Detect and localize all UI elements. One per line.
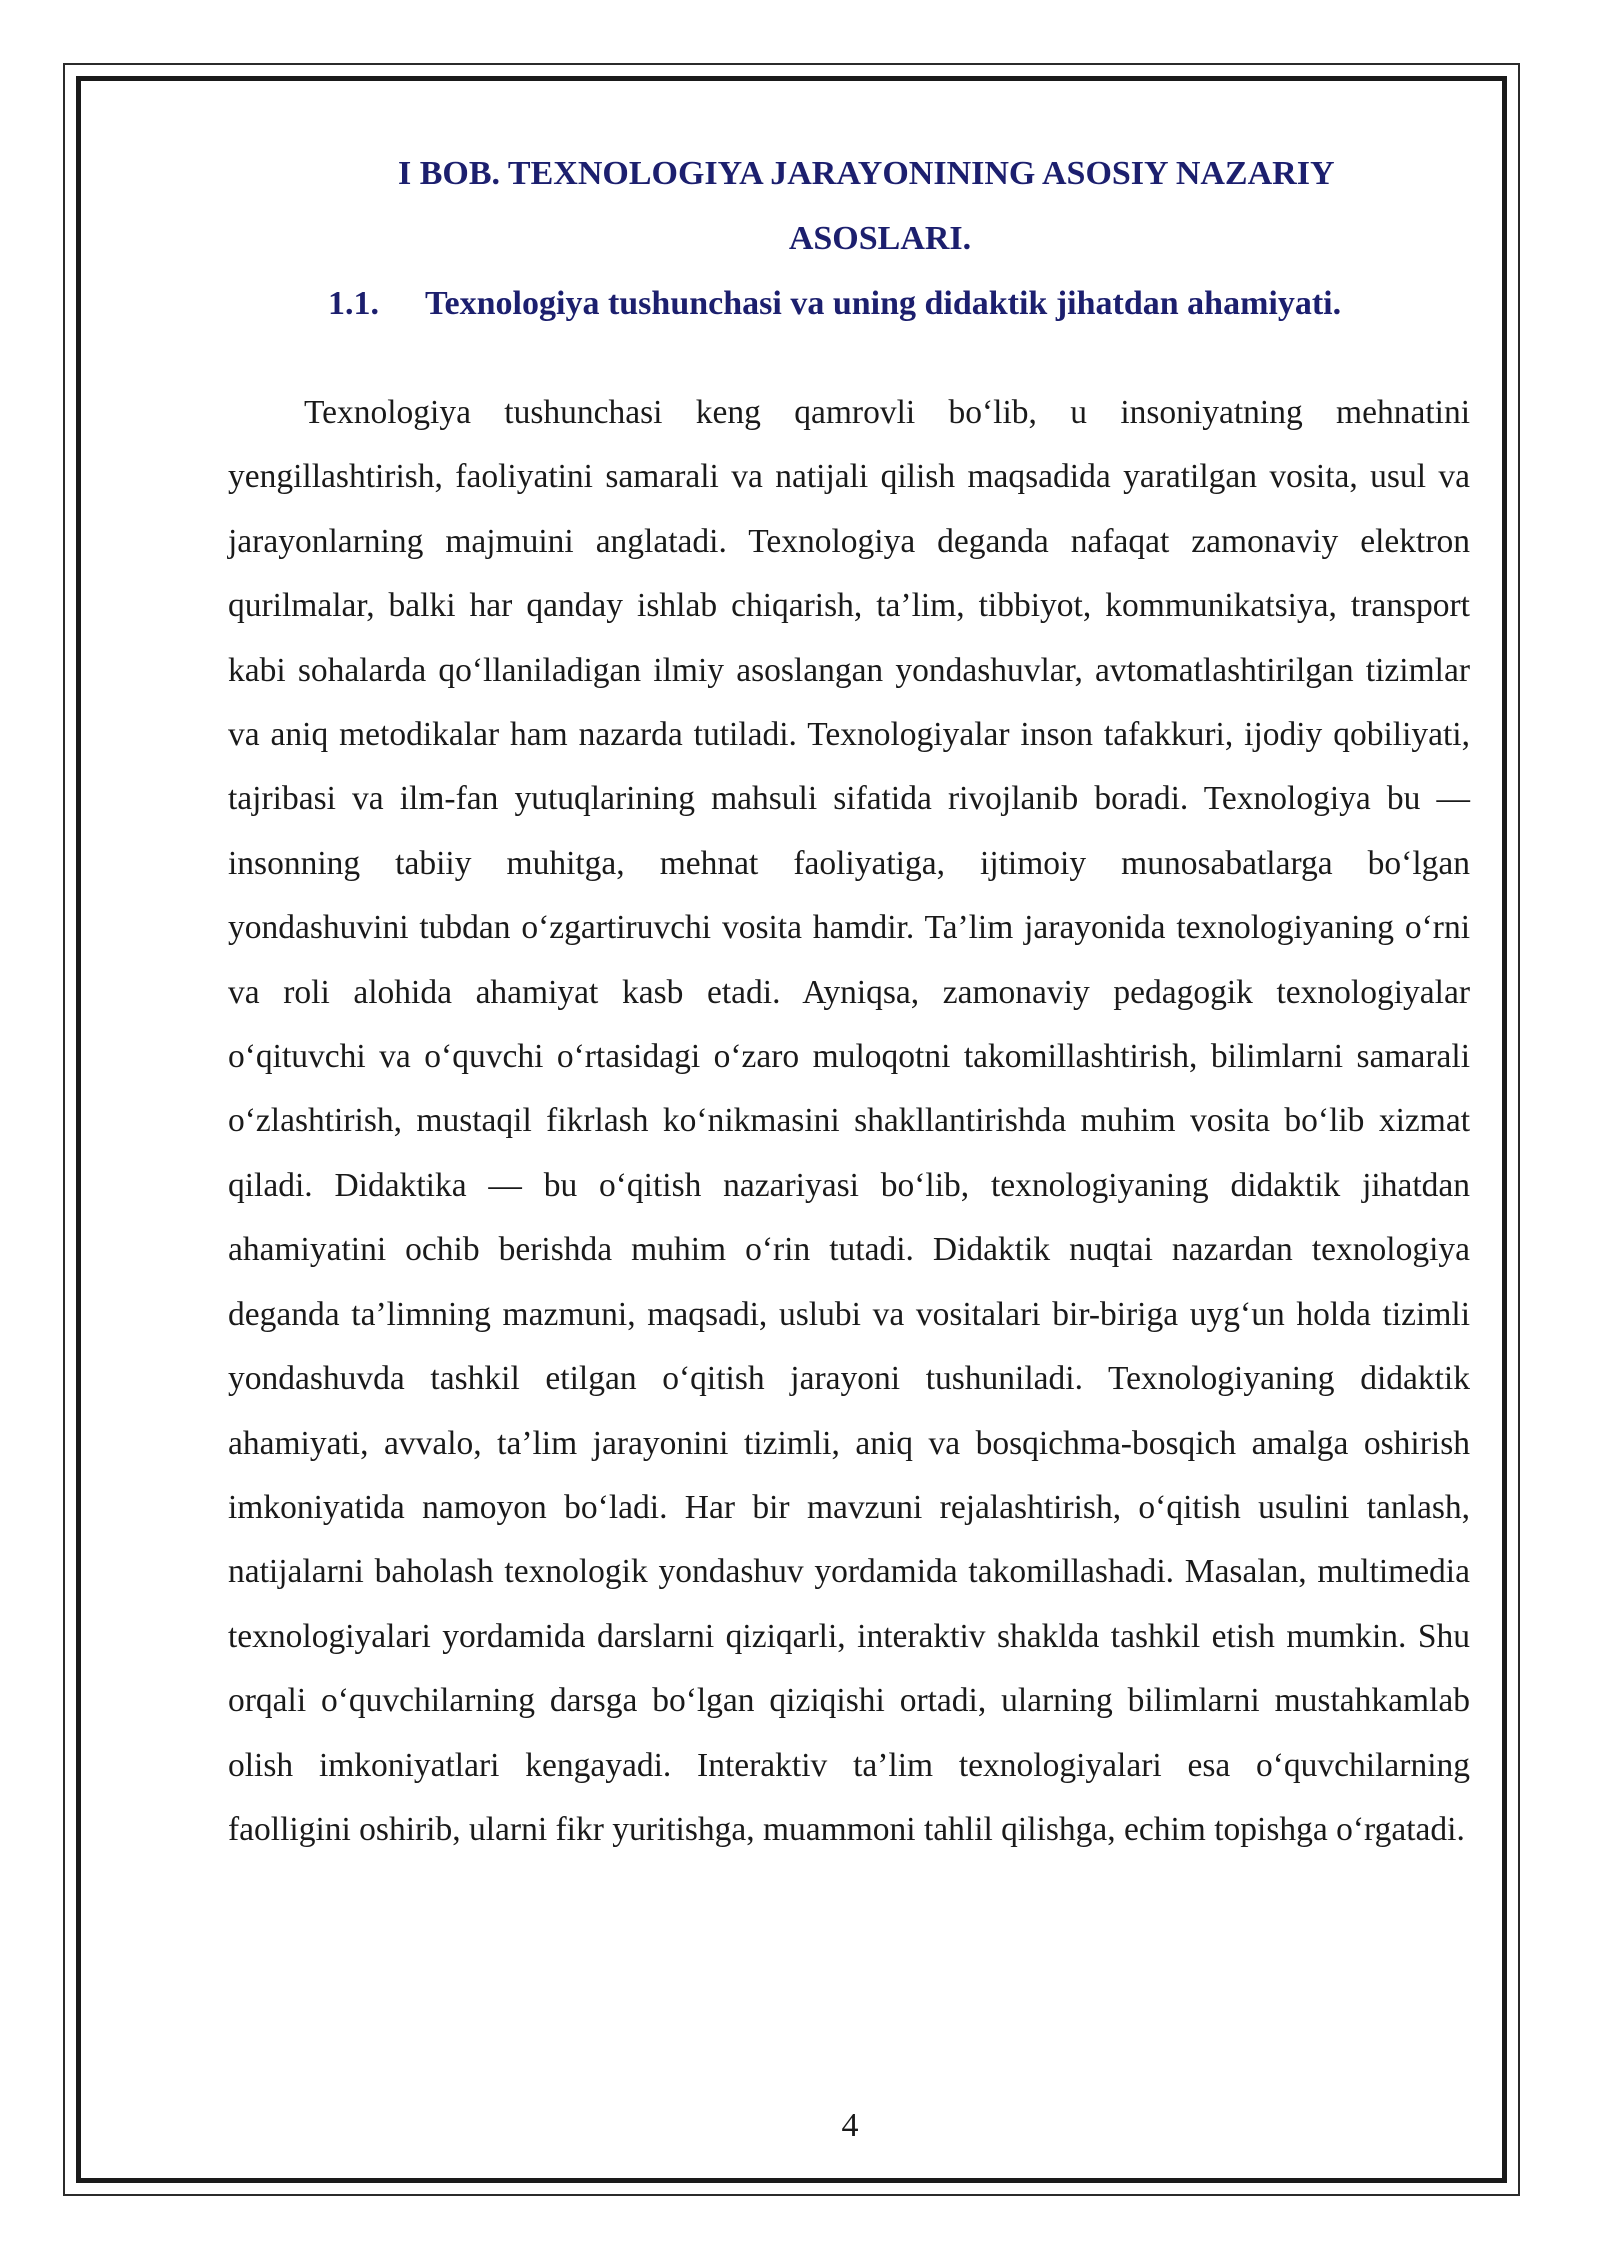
body-paragraph: Texnologiya tushunchasi keng qamrovli bo‘lib, u insoniyatning mehnatini yengillashtirish, faoliyatini samarali va natijali qilish maqsadida yaratilgan vosita, usul va jarayonlarning majmuini anglatadi. Texnologiya deganda nafaqat zamonaviy elektron qurilmalar, balki har qanday ishlab chiqarish, ta’lim, tibbiyot, kommunikatsiya, transport kabi sohalarda qo‘llaniladigan ilmiy asoslangan yondashuvlar, avtomatlashtirilgan tizimlar va aniq metodikalar ham nazarda tutiladi. Texnologiyalar inson tafakkuri, ijodiy qobiliyati, tajribasi va ilm-fan yutuqlarining mahsuli sifatida rivojlanib boradi. Texnologiya bu — insonning tabiiy muhitga, mehnat faoliyatiga, ijtimoiy munosabatlarga bo‘lgan yondashuvini tubdan o‘zgartiruvchi vosita hamdir. Ta’lim jarayonida texnologiyaning o‘rni va roli alohida ahamiyat kasb etadi. Ayniqsa, zamonaviy pedagogik texnologiyalar o‘qituvchi va o‘quvchi o‘rtasidagi o‘zaro muloqotni takomillashtirish, bilimlarni samarali o‘zlashtirish, mustaqil fikrlash ko‘nikmasini shakllantirishda muhim vosita bo‘lib xizmat qiladi. Didaktika — bu o‘qitish nazariyasi bo‘lib, texnologiyaning didaktik jihatdan ahamiyatini ochib berishda muhim o‘rin tutadi. Didaktik nuqtai nazardan texnologiya deganda ta’limning mazmuni, maqsadi, uslubi va vositalari bir-biriga uyg‘un holda tizimli yondashuvda tashkil etilgan o‘qitish jarayoni tushuniladi. Texnologiyaning didaktik ahamiyati, avvalo, ta’lim jarayonini tizimli, aniq va bosqichma-bosqich amalga oshirish imkoniyatida namoyon bo‘ladi. Har bir mavzuni rejalashtirish, o‘qitish usulini tanlash, natijalarni baholash texnologik yondashuv yordamida takomillashadi. Masalan, multimedia texnologiyalari yordamida darslarni qiziqarli, interaktiv shaklda tashkil etish mumkin. Shu orqali o‘quvchilarning darsga bo‘lgan qiziqishi ortadi, ularning bilimlarni mustahkamlab olish imkoniyatlari kengayadi. Interaktiv ta’lim texnologiyalari esa o‘quvchilarning faolligini oshirib, ularni fikr yuritishga, muammoni tahlil qilishga, echim topishga o‘rgatadi. bbox=[228, 394, 1470, 1848]
chapter-title-line1: I BOB. TEXNOLOGIYA JARAYONINING ASOSIY NAZARIY bbox=[398, 155, 1335, 192]
section-title: Texnologiya tushunchasi va uning didaktik jihatdan ahamiyati. bbox=[425, 285, 1342, 322]
chapter-title-line2: ASOSLARI. bbox=[788, 220, 972, 257]
section-number: 1.1. bbox=[328, 285, 379, 322]
page-number: 4 bbox=[841, 2107, 859, 2144]
